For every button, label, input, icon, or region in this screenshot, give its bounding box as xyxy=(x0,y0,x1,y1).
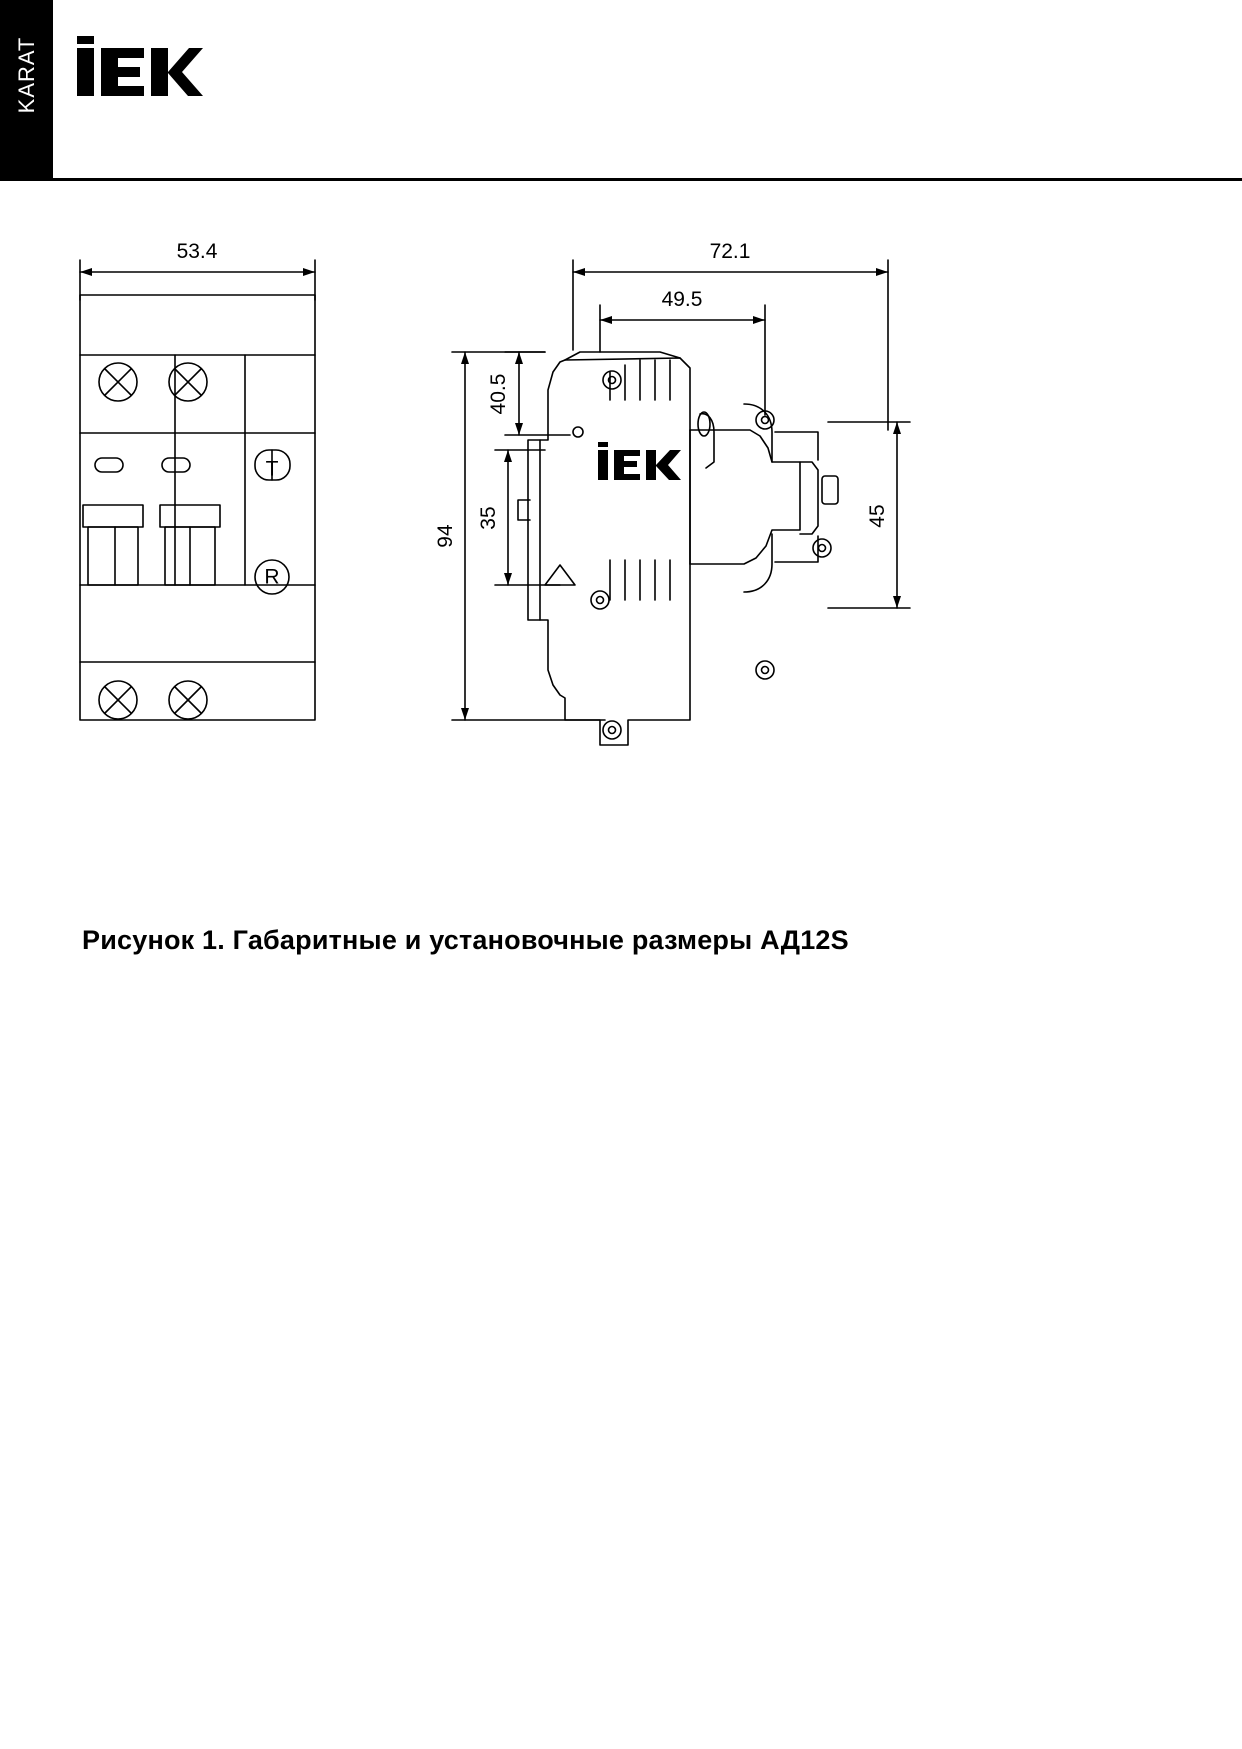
page-header xyxy=(0,0,1242,178)
series-label: KARAT xyxy=(14,36,39,114)
dimension-drawing xyxy=(0,200,1242,820)
iek-logo-icon xyxy=(75,36,205,104)
side-view-geometry xyxy=(518,352,838,745)
front-view-geometry xyxy=(80,295,315,720)
dimension-35-label: 35 xyxy=(477,506,500,530)
dimension-45-label: 45 xyxy=(866,504,889,528)
figure-caption: Рисунок 1. Габаритные и установочные размеры АД12S xyxy=(82,925,849,955)
dimension-40-5 xyxy=(505,352,570,435)
side-view-logo-icon xyxy=(598,442,681,480)
dimension-53-4-label: 53.4 xyxy=(176,240,218,263)
dimension-72-1 xyxy=(573,260,888,430)
series-tab xyxy=(0,0,53,178)
front-view-test-label: T xyxy=(265,457,279,481)
dimension-94-label: 94 xyxy=(434,524,457,548)
front-view-reset-label: R xyxy=(264,565,280,589)
header-divider xyxy=(0,178,1242,181)
dimension-53-4 xyxy=(80,260,315,300)
dimension-49-5-label: 49.5 xyxy=(661,288,703,311)
dimension-40-5-label: 40.5 xyxy=(487,373,510,415)
dimension-72-1-label: 72.1 xyxy=(709,240,751,263)
